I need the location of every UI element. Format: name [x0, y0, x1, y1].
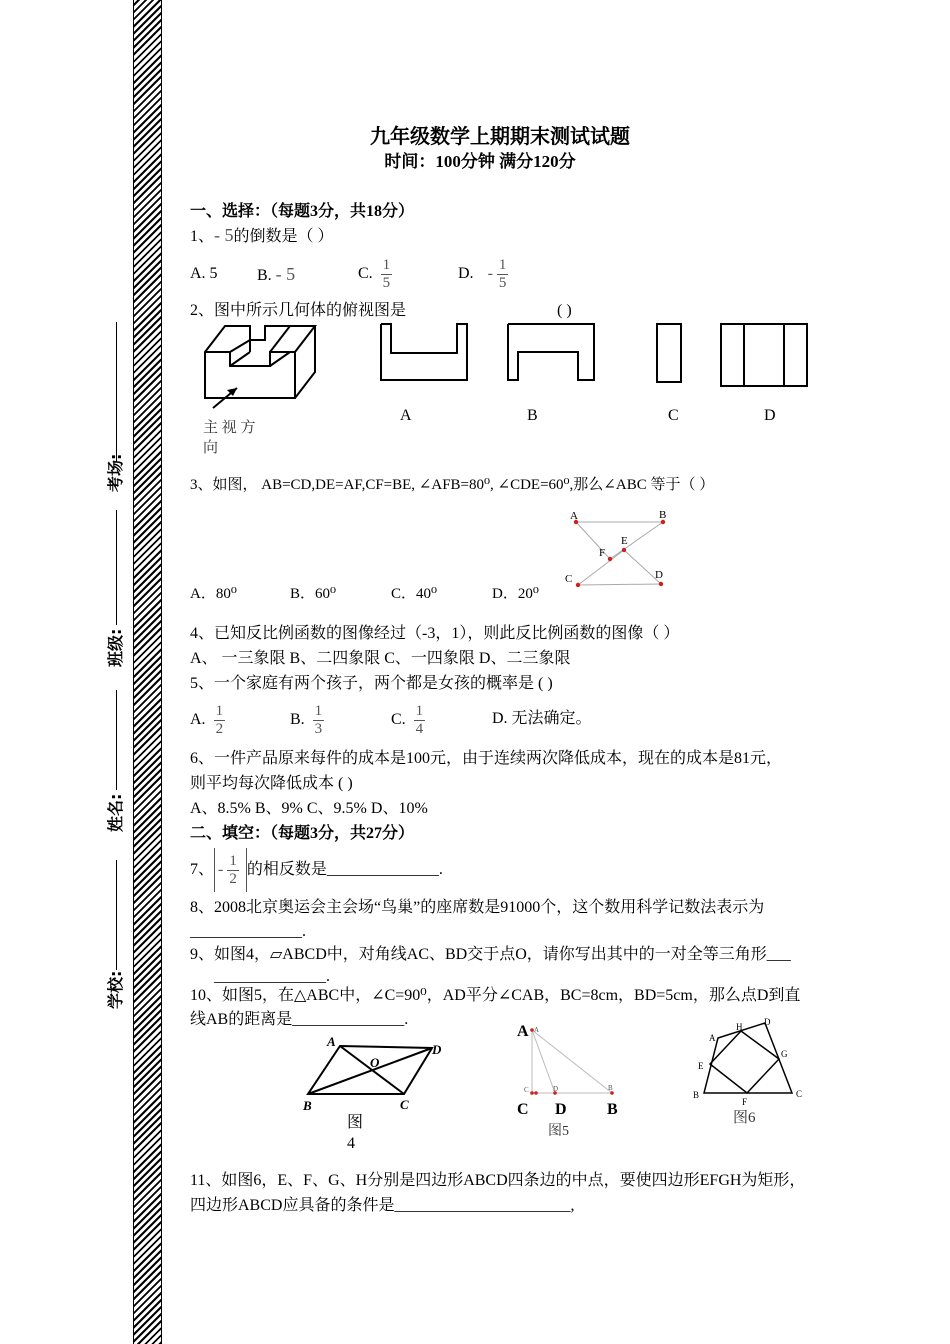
absolute-value — [214, 848, 247, 892]
fraction-denominator: 2 — [229, 871, 237, 888]
segment-bf — [610, 522, 663, 559]
fig5-small-a: A — [534, 1026, 540, 1034]
point — [576, 583, 580, 587]
point — [659, 582, 663, 586]
exam-subtitle: 时间：100分钟 满分120分 — [384, 152, 576, 171]
option-label: D. — [458, 265, 474, 282]
fig5-label-a: A — [517, 1023, 529, 1040]
point-label-f: F — [599, 547, 606, 559]
question-2-stem: 2、图中所示几何体的俯视图是 — [190, 302, 407, 319]
side-field-xuexiao[interactable] — [96, 860, 130, 1060]
q5-option-a[interactable] — [190, 698, 229, 742]
option-c-shape — [657, 324, 681, 382]
fig6-label-d: D — [764, 1017, 771, 1027]
fraction-numerator: 1 — [314, 702, 323, 719]
option-value: - 5 — [275, 264, 296, 284]
option-d-shape — [721, 324, 807, 386]
question-6-line2: 则平均每次降低成本 ( ) — [190, 775, 353, 792]
q4-options[interactable]: A、 一三象限 B、二四象限 C、一四象限 D、二三象限 — [190, 650, 571, 667]
option-label: C. — [358, 265, 373, 282]
option-label: C. — [391, 711, 406, 728]
fraction — [497, 257, 509, 292]
q5-option-b[interactable] — [290, 698, 328, 742]
q5-option-d[interactable]: D. 无法确定。 — [492, 710, 592, 727]
option-sign: - — [487, 265, 493, 282]
q1-prefix: 1、 — [190, 228, 215, 245]
question-9-blank[interactable]: ______________. — [214, 968, 330, 985]
fraction — [227, 853, 239, 888]
fraction-numerator: 1 — [215, 702, 224, 719]
view-caption-1: 主 视 方 — [203, 420, 256, 436]
q3-option-a[interactable]: A．80⁰ — [190, 586, 237, 602]
fig6-label-b: B — [693, 1090, 700, 1100]
fraction-denominator: 3 — [314, 720, 323, 737]
fig5-label-b: B — [607, 1101, 618, 1118]
fraction-numerator: 1 — [382, 256, 391, 273]
quadrilateral-efgh — [710, 1031, 779, 1093]
fraction-numerator: 1 — [498, 256, 507, 273]
option-label: B. — [257, 267, 272, 284]
option-label: B. — [290, 711, 305, 728]
edge — [270, 326, 290, 352]
fig4-label-b: B — [303, 1098, 312, 1113]
point-label-c: C — [565, 573, 573, 585]
binding-strip — [133, 0, 162, 1344]
fig4-label-c: C — [400, 1097, 409, 1112]
option-label: A. — [190, 711, 206, 728]
point-label-d: D — [655, 569, 663, 581]
side-field-kaochang — [96, 300, 130, 500]
q1-option-a[interactable]: A. 5 — [190, 265, 218, 282]
view-caption-2: 向 — [203, 440, 219, 456]
q3-option-d[interactable]: D．20⁰ — [492, 586, 539, 602]
q3-option-c[interactable]: C．40⁰ — [391, 586, 438, 602]
fig4-caption: 图 — [347, 1114, 364, 1131]
question-5-stem: 5、一个家庭有两个孩子，两个都是女孩的概率是 ( ) — [190, 675, 553, 692]
fig5-label-c: C — [517, 1101, 529, 1118]
question-1-stem — [190, 224, 334, 248]
edge — [230, 352, 250, 366]
side-label-xuexiao: 学校: — [106, 970, 125, 1009]
side-field-banji[interactable] — [96, 510, 130, 710]
question-3-stem: 3、如图， AB=CD,DE=AF,CF=BE, ∠AFB=80⁰, ∠CDE=60⁰,那么∠ABC 等于（ ） — [190, 477, 715, 493]
fraction-denominator: 2 — [215, 720, 224, 737]
fig5-label-d: D — [555, 1101, 567, 1118]
q6-options[interactable]: A、8.5% B、9% C、9.5% D、10% — [190, 800, 428, 817]
q1-option-d[interactable] — [458, 252, 512, 296]
fig4-caption-number: 4 — [347, 1135, 355, 1152]
question-10-line1: 10、如图5，在△ABC中，∠C=90⁰，AD平分∠CAB，BC=8cm，BD=5cm，那么点D到直 — [190, 987, 801, 1004]
side-line — [116, 510, 117, 625]
fig5-caption: 图5 — [548, 1124, 569, 1139]
section-heading: 一、选择：（每题3分，共18分） — [190, 203, 415, 220]
question-8-line1: 8、2008北京奥运会主会场“鸟巢”的座席数是91000个，这个数用科学记数法表示为 — [190, 899, 765, 916]
q2-label-a[interactable]: A — [400, 407, 412, 424]
question-10-line2[interactable]: 线AB的距离是______________. — [190, 1011, 409, 1028]
top-view-options — [370, 318, 820, 390]
question-6-line1: 6、一件产品原来每件的成本是100元，由于连续两次降低成本，现在的成本是81元， — [190, 750, 783, 767]
fig4-label-a: A — [327, 1034, 336, 1049]
fig6-label-h: H — [736, 1022, 743, 1032]
fig5-small-b: B — [608, 1084, 613, 1092]
q2-label-d[interactable]: D — [764, 407, 776, 424]
point — [622, 548, 626, 552]
point — [530, 1091, 534, 1095]
fig5-small-d: D — [553, 1085, 559, 1093]
point-label-a: A — [570, 510, 578, 522]
solid-figure — [195, 318, 325, 414]
side-line — [116, 690, 117, 790]
fig6-label-a: A — [709, 1033, 716, 1043]
q5-option-c[interactable] — [391, 698, 429, 742]
fig6-label-g: G — [781, 1049, 788, 1059]
q3-figure — [560, 505, 680, 593]
figure-5 — [512, 1018, 632, 1124]
edge — [230, 340, 250, 352]
fig4-label-d: D — [432, 1042, 442, 1057]
exam-title: 九年级数学上期期末测试试题 — [370, 126, 630, 148]
fraction-denominator: 5 — [382, 274, 391, 291]
fraction — [381, 257, 393, 292]
q7-sign: - — [218, 861, 224, 879]
figure-6 — [688, 1014, 810, 1110]
point — [608, 557, 612, 561]
question-11-line2[interactable]: 四边形ABCD应具备的条件是______________________, — [190, 1197, 575, 1214]
fraction-numerator: 1 — [229, 853, 237, 870]
point-label-e: E — [621, 535, 628, 547]
fraction — [214, 703, 226, 738]
q1-suffix: 的倒数是（ ） — [233, 228, 334, 245]
question-4-stem: 4、已知反比例函数的图像经过（-3，1），则此反比例函数的图像（ ） — [190, 625, 680, 642]
q1-value: - 5 — [214, 225, 234, 245]
fig5-small-c: C — [524, 1086, 529, 1094]
option-a-shape — [381, 324, 467, 380]
fraction — [313, 703, 325, 738]
q7-prefix: 7、 — [190, 861, 215, 878]
question-11-line1: 11、如图6，E、F、G、H分别是四边形ABCD四条边的中点，要使四边形EFGH为矩形， — [190, 1172, 806, 1189]
question-9-line1: 9、如图4，▱ABCD中，对角线AC、BD交于点O，请你写出其中的一对全等三角形___ — [190, 946, 791, 963]
q1-option-c[interactable] — [358, 252, 396, 296]
fraction-numerator: 1 — [415, 702, 424, 719]
side-line — [116, 322, 117, 462]
segment-cd — [578, 584, 661, 585]
q2-answer-paren: ( ) — [557, 302, 572, 319]
q7-suffix[interactable]: 的相反数是______________. — [246, 861, 443, 878]
figure-4 — [298, 1032, 458, 1120]
fig6-label-f: F — [742, 1097, 748, 1107]
solid-outline — [205, 326, 315, 398]
point — [534, 1091, 538, 1095]
edge — [270, 352, 290, 366]
section-heading: 二、填空：（每题3分，共27分） — [190, 825, 415, 842]
fraction-denominator: 4 — [415, 720, 424, 737]
side-label-xingming: 姓名: — [106, 793, 125, 832]
fig6-label-c: C — [796, 1089, 803, 1099]
side-line — [116, 860, 117, 970]
q2-label-c[interactable]: C — [668, 407, 679, 424]
option-b-shape — [508, 324, 594, 380]
fig6-label-e: E — [698, 1061, 704, 1071]
question-8-blank[interactable]: ______________. — [190, 923, 306, 940]
fraction — [414, 703, 426, 738]
q2-label-b[interactable]: B — [527, 407, 538, 424]
edge — [295, 326, 315, 398]
fig6-caption: 图6 — [733, 1110, 756, 1126]
fraction-denominator: 5 — [498, 274, 507, 291]
question-7 — [190, 848, 443, 892]
side-label-banji: 班级: — [106, 628, 125, 667]
q3-option-b[interactable]: B．60⁰ — [290, 586, 337, 602]
side-label-kaochang: 考场: — [106, 453, 125, 492]
point-label-b: B — [659, 509, 667, 521]
q1-option-b[interactable] — [257, 263, 295, 287]
fig4-label-o: O — [370, 1055, 380, 1070]
